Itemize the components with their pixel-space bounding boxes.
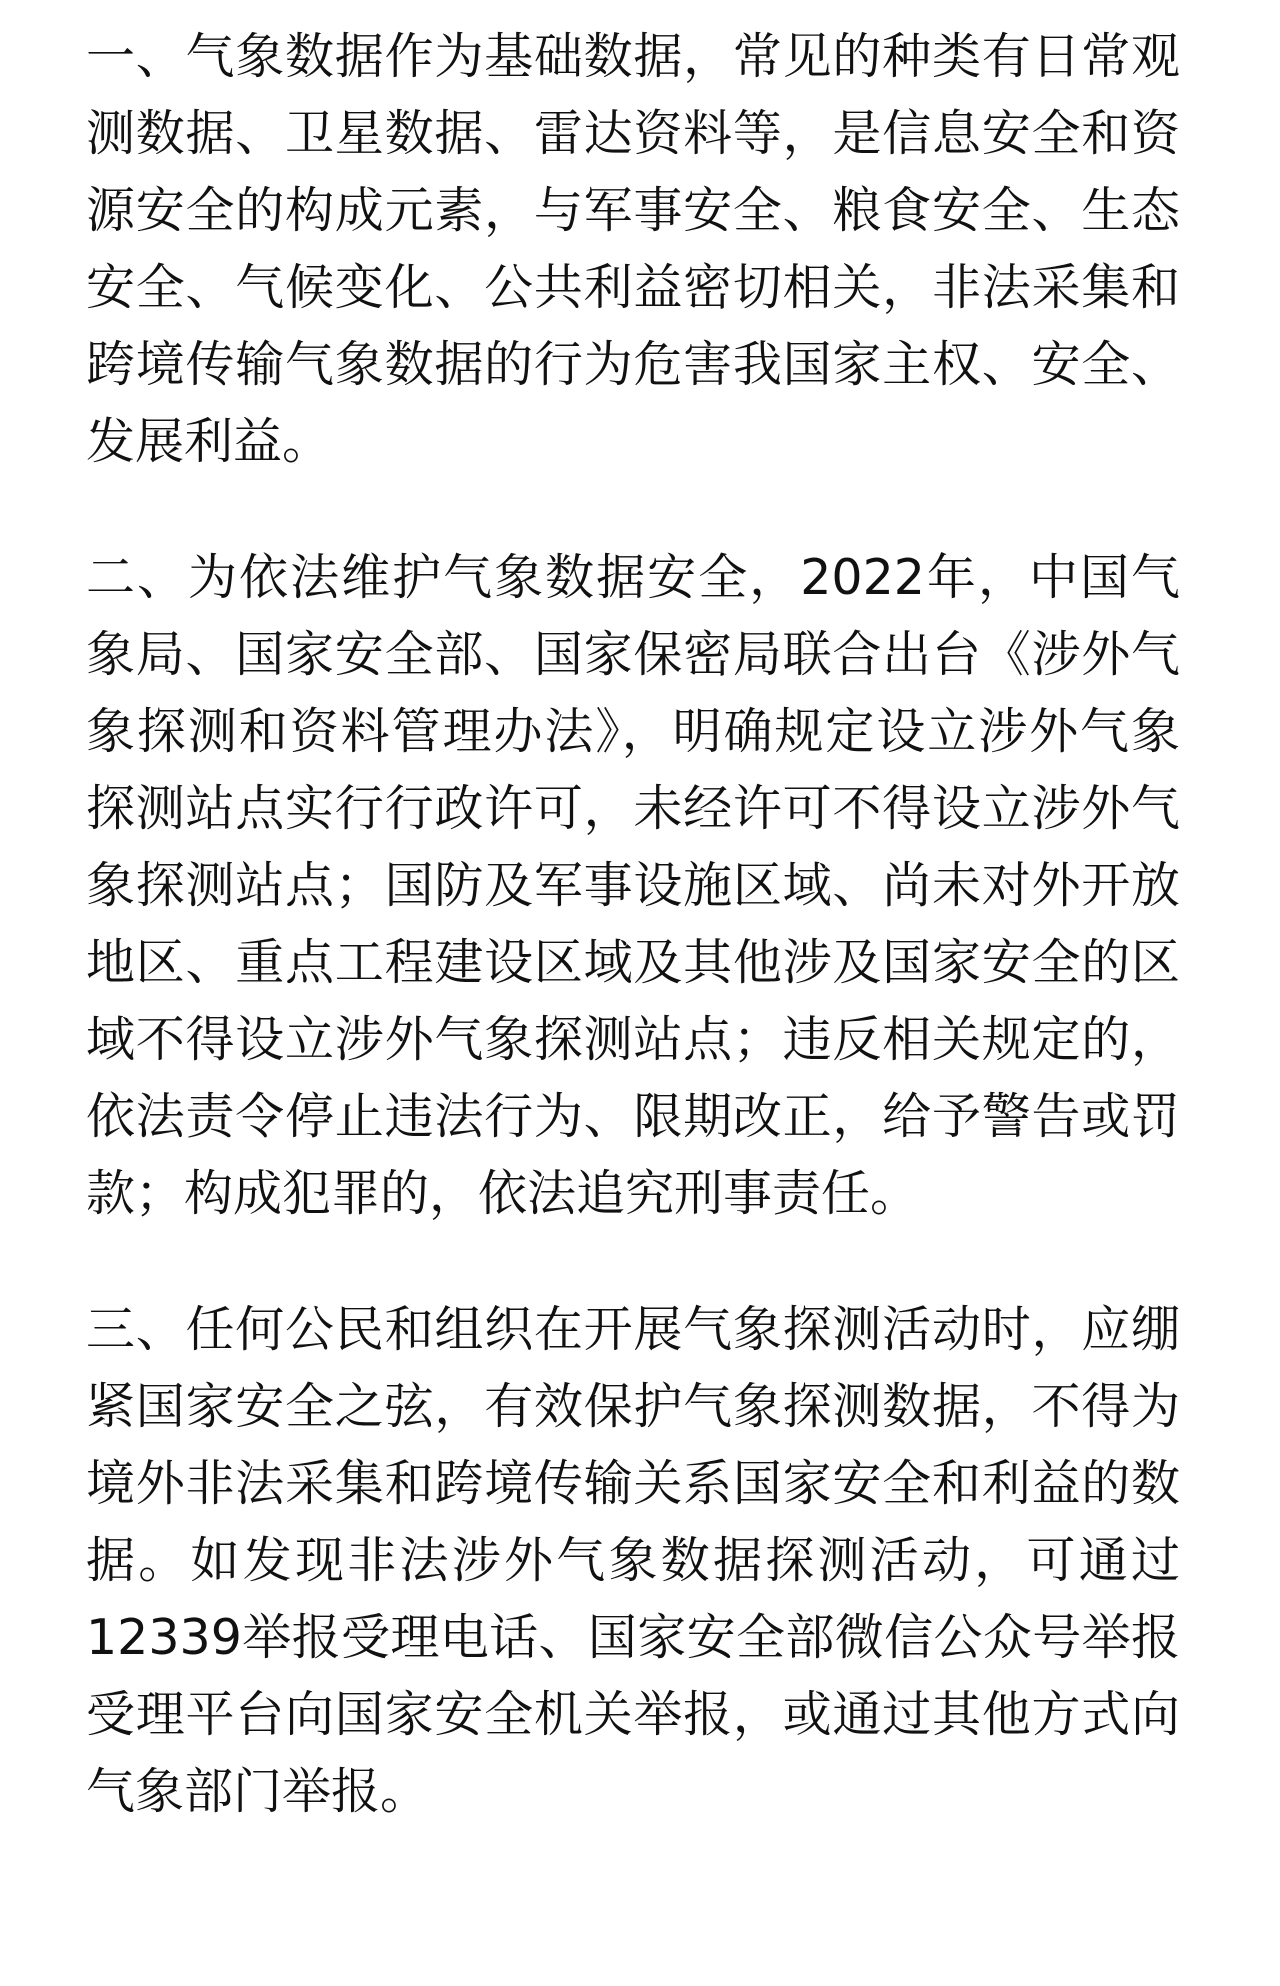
paragraph-1: 一、气象数据作为基础数据，常见的种类有日常观测数据、卫星数据、雷达资料等，是信息安全和资源安全的构成元素，与军事安全、粮食安全、生态安全、气候变化、公共利益密切相关，非法采集和跨境传输气象数据的行为危害我国家主权、安全、发展利益。: [86, 28, 1180, 470]
article-body: [86, 18, 1180, 1830]
paragraph-3: 三、任何公民和组织在开展气象探测活动时，应绷紧国家安全之弦，有效保护气象探测数据，不得为境外非法采集和跨境传输关系国家安全和利益的数据。如发现非法涉外气象数据探测活动，可通过12339举报受理电话、国家安全部微信公众号举报受理平台向国家安全机关举报，或通过其他方式向气象部门举报。: [86, 1301, 1180, 1820]
paragraph-2: 二、为依法维护气象数据安全，2022年，中国气象局、国家安全部、国家保密局联合出台《涉外气象探测和资料管理办法》，明确规定设立涉外气象探测站点实行行政许可，未经许可不得设立涉外气象探测站点；国防及军事设施区域、尚未对外开放地区、重点工程建设区域及其他涉及国家安全的区域不得设立涉外气象探测站点；违反相关规定的，依法责令停止违法行为、限期改正，给予警告或罚款；构成犯罪的，依法追究刑事责任。: [86, 549, 1180, 1222]
